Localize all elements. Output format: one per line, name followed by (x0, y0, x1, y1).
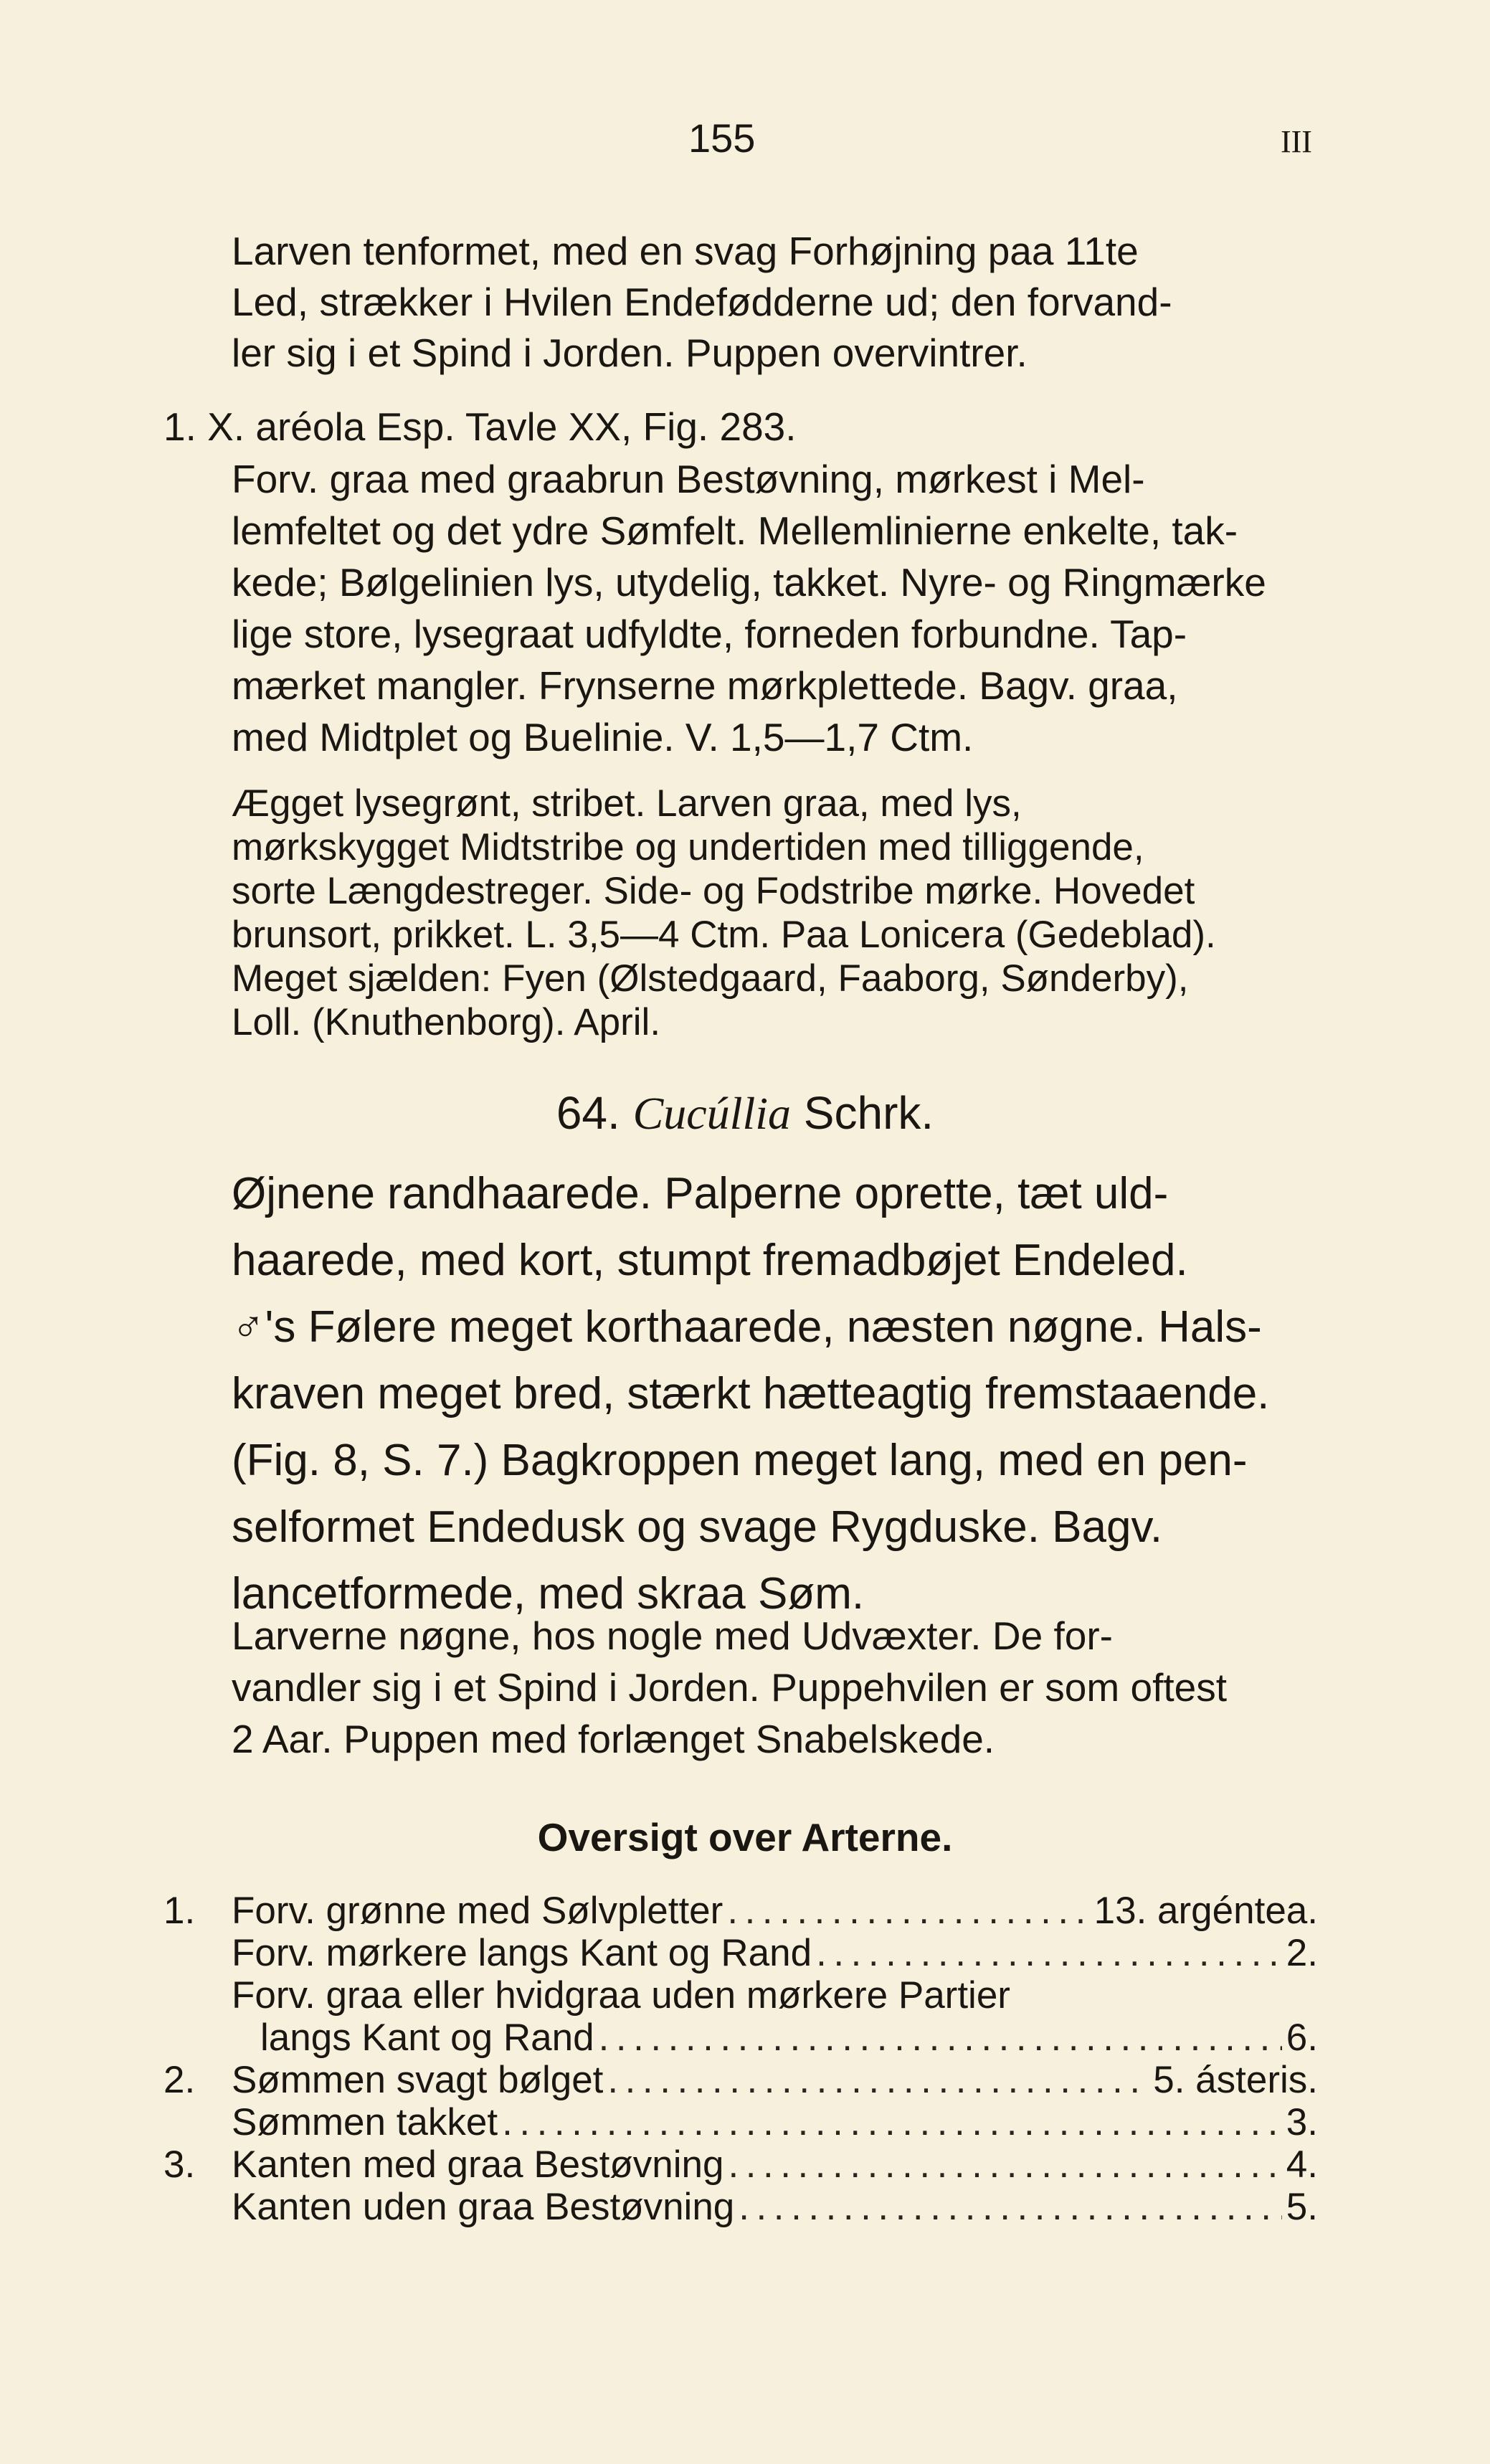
key-title: Oversigt over Arterne. (537, 1815, 953, 1859)
key-ref: 4. (1286, 2143, 1318, 2186)
larva-line: brunsort, prikket. L. 3,5—4 Ctm. Paa Lonicera (Gedeblad). (232, 914, 1216, 956)
desc-line: mærket mangler. Frynserne mørkplettede. Bagv. graa, (232, 663, 1178, 708)
genus-number: 64. (556, 1087, 620, 1139)
larvae-line: 2 Aar. Puppen med forlænget Snabelskede. (232, 1717, 995, 1761)
key-ref: 13. argéntea. (1093, 1890, 1318, 1932)
larva-line: sorte Længdestreger. Side- og Fodstribe mørke. Hovedet (232, 870, 1195, 912)
key-row (163, 1974, 1318, 2017)
leader-dots (816, 1932, 1282, 1974)
key-row (163, 2017, 1318, 2059)
desc-line: Forv. graa med graabrun Bestøvning, mørkest i Mel- (232, 457, 1145, 501)
species-key (163, 1890, 1318, 2228)
key-text: langs Kant og Rand (260, 2017, 594, 2059)
larvae-paragraph (163, 1610, 1318, 1765)
genus-desc-line: (Fig. 8, S. 7.) Bagkroppen meget lang, med en pen- (232, 1436, 1248, 1485)
leader-dots (739, 2186, 1282, 2228)
key-number: 3. (163, 2143, 196, 2186)
key-text: Forv. graa eller hvidgraa uden mørkere Partier (232, 1974, 1010, 2017)
species-description (163, 453, 1318, 763)
key-ref: 5. ásteris. (1153, 2059, 1318, 2101)
larvae-line: vandler sig i et Spind i Jorden. Puppehvilen er som oftest (232, 1665, 1227, 1710)
genus-desc-line: haarede, med kort, stumpt fremadbøjet Endeled. (232, 1236, 1188, 1285)
genus-desc-line: ♂'s Følere meget korthaarede, næsten nøgne. Hals- (232, 1302, 1262, 1352)
key-ref: 5. (1286, 2186, 1318, 2228)
intro-line: Larven tenformet, med en svag Forhøjning paa 11te (232, 229, 1139, 273)
larva-line: mørkskygget Midtstribe og undertiden med tilliggende, (232, 826, 1144, 868)
page-number: 155 (688, 115, 756, 161)
key-text: Kanten uden graa Bestøvning (232, 2186, 735, 2228)
signature-mark: III (1281, 124, 1312, 159)
leader-dots (599, 2017, 1282, 2059)
key-text: Forv. grønne med Sølvpletter (232, 1890, 723, 1932)
genus-heading (0, 1086, 1490, 1140)
desc-line: med Midtplet og Buelinie. V. 1,5—1,7 Ctm. (232, 715, 974, 759)
larva-line: Loll. (Knuthenborg). April. (232, 1001, 661, 1043)
genus-desc-line: selformet Endedusk og svage Rygduske. Bagv. (232, 1502, 1163, 1552)
desc-line: lige store, lysegraat udfyldte, forneden forbundne. Tap- (232, 612, 1187, 656)
key-row (163, 2143, 1318, 2186)
larva-line: Meget sjælden: Fyen (Ølstedgaard, Faaborg, Sønderby), (232, 957, 1189, 1000)
leader-dots (727, 1890, 1089, 1932)
leader-dots (607, 2059, 1149, 2101)
key-ref: 6. (1286, 2017, 1318, 2059)
key-row (163, 2101, 1318, 2143)
intro-line: Led, strækker i Hvilen Endefødderne ud; den forvand- (232, 280, 1172, 324)
key-ref: 2. (1286, 1932, 1318, 1974)
desc-line: lemfeltet og det ydre Sømfelt. Mellemlinierne enkelte, tak- (232, 508, 1238, 553)
key-row (163, 2186, 1318, 2228)
leader-dots (502, 2101, 1282, 2143)
key-row (163, 1932, 1318, 1974)
species-line: 1. X. aréola Esp. Tavle XX, Fig. 283. (163, 404, 797, 449)
key-number: 1. (163, 1890, 196, 1932)
genus-desc-line: kraven meget bred, stærkt hætteagtig fremstaaende. (232, 1369, 1270, 1418)
larva-paragraph (163, 782, 1318, 1044)
genus-desc-line: lancetformede, med skraa Søm. (232, 1569, 865, 1619)
key-text: Sømmen takket (232, 2101, 498, 2143)
key-row (163, 1890, 1318, 1932)
key-ref: 3. (1286, 2101, 1318, 2143)
larva-line: Ægget lysegrønt, stribet. Larven graa, med lys, (232, 782, 1022, 825)
intro-paragraph (163, 226, 1318, 379)
genus-desc-line: Øjnene randhaarede. Palperne oprette, tæt uld- (232, 1169, 1169, 1218)
leader-dots (728, 2143, 1281, 2186)
larvae-line: Larverne nøgne, hos nogle med Udvæxter. De for- (232, 1614, 1113, 1658)
intro-line: ler sig i et Spind i Jorden. Puppen overvintrer. (232, 331, 1028, 375)
key-text: Forv. mørkere langs Kant og Rand (232, 1932, 812, 1974)
key-text: Sømmen svagt bølget (232, 2059, 604, 2101)
key-number: 2. (163, 2059, 196, 2101)
key-row (163, 2059, 1318, 2101)
genus-description (163, 1160, 1318, 1627)
genus-author: Schrk. (803, 1087, 934, 1139)
desc-line: kede; Bølgelinien lys, utydelig, takket. Nyre- og Ringmærke (232, 560, 1266, 605)
genus-name: Cucúllia (632, 1088, 792, 1139)
key-text: Kanten med graa Bestøvning (232, 2143, 724, 2186)
